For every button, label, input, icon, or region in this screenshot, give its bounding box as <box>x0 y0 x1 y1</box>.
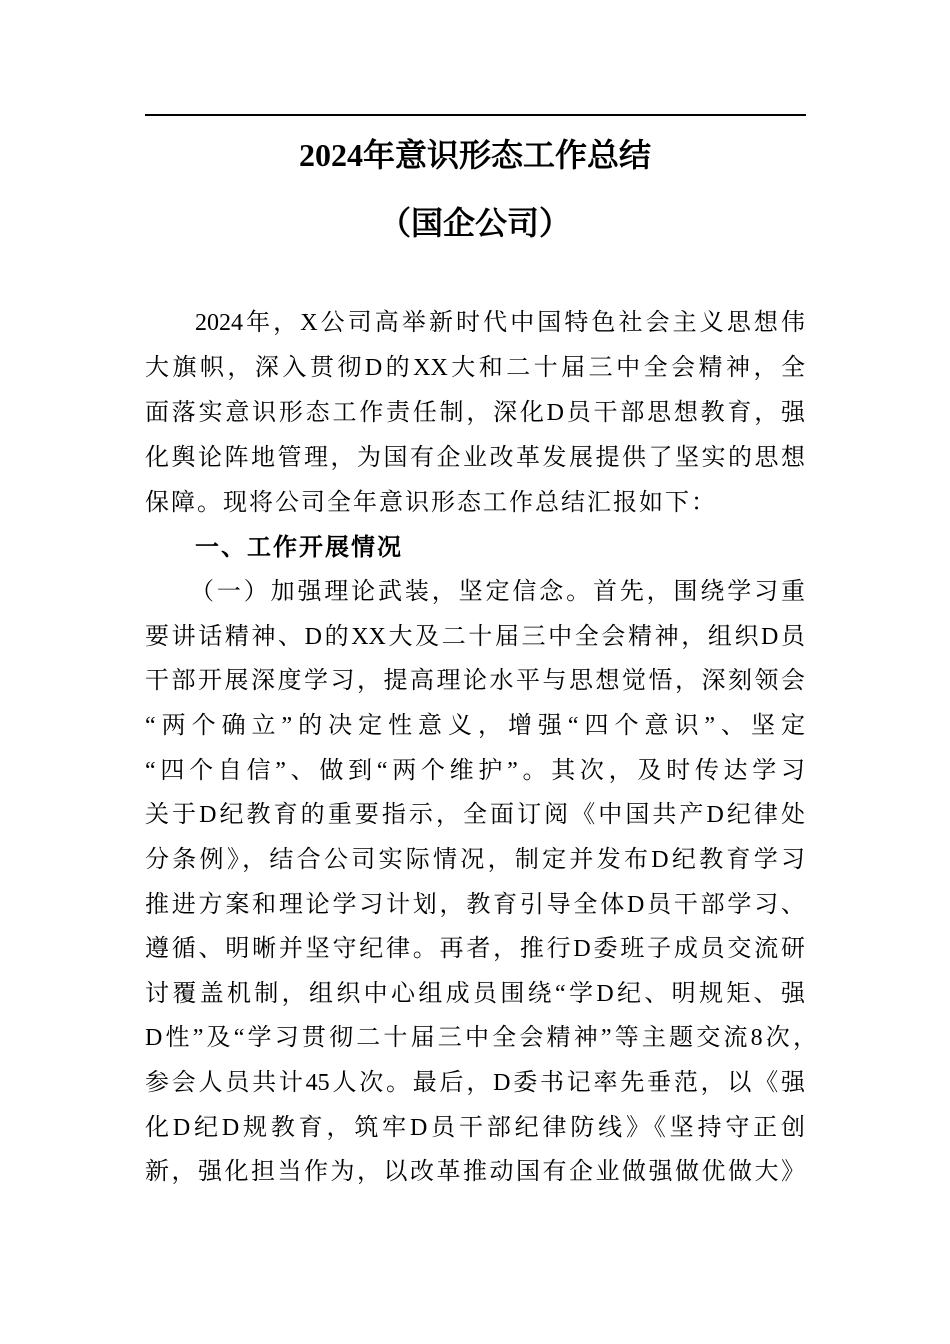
paragraph-line: （一）加强理论武装，坚定信念。首先，围绕学习重 <box>190 579 805 605</box>
paragraph-line: 推进方案和理论学习计划，教育引导全体D员干部学习、 <box>145 892 805 918</box>
paragraph-line: 面落实意识形态工作责任制，深化D员干部思想教育，强 <box>145 400 805 426</box>
paragraph-line: 遵循、明晰并坚守纪律。再者，推行D委班子成员交流研 <box>145 936 805 962</box>
paragraph-line: 大旗帜，深入贯彻D的XX大和二十届三中全会精神，全 <box>145 355 805 381</box>
paragraph-line: 新，强化担当作为，以改革推动国有企业做强做优做大》 <box>145 1159 805 1185</box>
header-rule <box>145 114 806 116</box>
paragraph-line: 分条例》，结合公司实际情况，制定并发布D纪教育学习 <box>145 847 805 873</box>
paragraph-line: 要讲话精神、D的XX大及二十届三中全会精神，组织D员 <box>145 624 805 650</box>
paragraph-line: 参会人员共计45人次。最后，D委书记率先垂范，以《强 <box>145 1070 805 1096</box>
document-title: 2024年意识形态工作总结 <box>298 137 651 173</box>
paragraph-line: D性”及“学习贯彻二十届三中全会精神”等主题交流8次， <box>145 1025 817 1051</box>
paragraph-line: 2024年，X公司高举新时代中国特色社会主义思想伟 <box>195 310 805 336</box>
paragraph-line: 讨覆盖机制，组织中心组成员围绕“学D纪、明规矩、强 <box>145 981 805 1007</box>
paragraph-line: 化D纪D规教育，筑牢D员干部纪律防线》《坚持守正创 <box>145 1115 805 1141</box>
paragraph-line: “两个确立”的决定性意义，增强“四个意识”、坚定 <box>145 713 805 739</box>
paragraph-line: “四个自信”、做到“两个维护”。其次，及时传达学习 <box>145 758 805 784</box>
document-subtitle: （国企公司） <box>378 205 571 241</box>
section-heading: 一、工作开展情况 <box>195 535 403 561</box>
paragraph-line: 关于D纪教育的重要指示，全面订阅《中国共产D纪律处 <box>145 802 805 828</box>
paragraph-line: 保障。现将公司全年意识形态工作总结汇报如下： <box>145 490 717 516</box>
paragraph-line: 干部开展深度学习，提高理论水平与思想觉悟，深刻领会 <box>145 668 805 694</box>
paragraph-line: 化舆论阵地管理，为国有企业改革发展提供了坚实的思想 <box>145 445 805 471</box>
